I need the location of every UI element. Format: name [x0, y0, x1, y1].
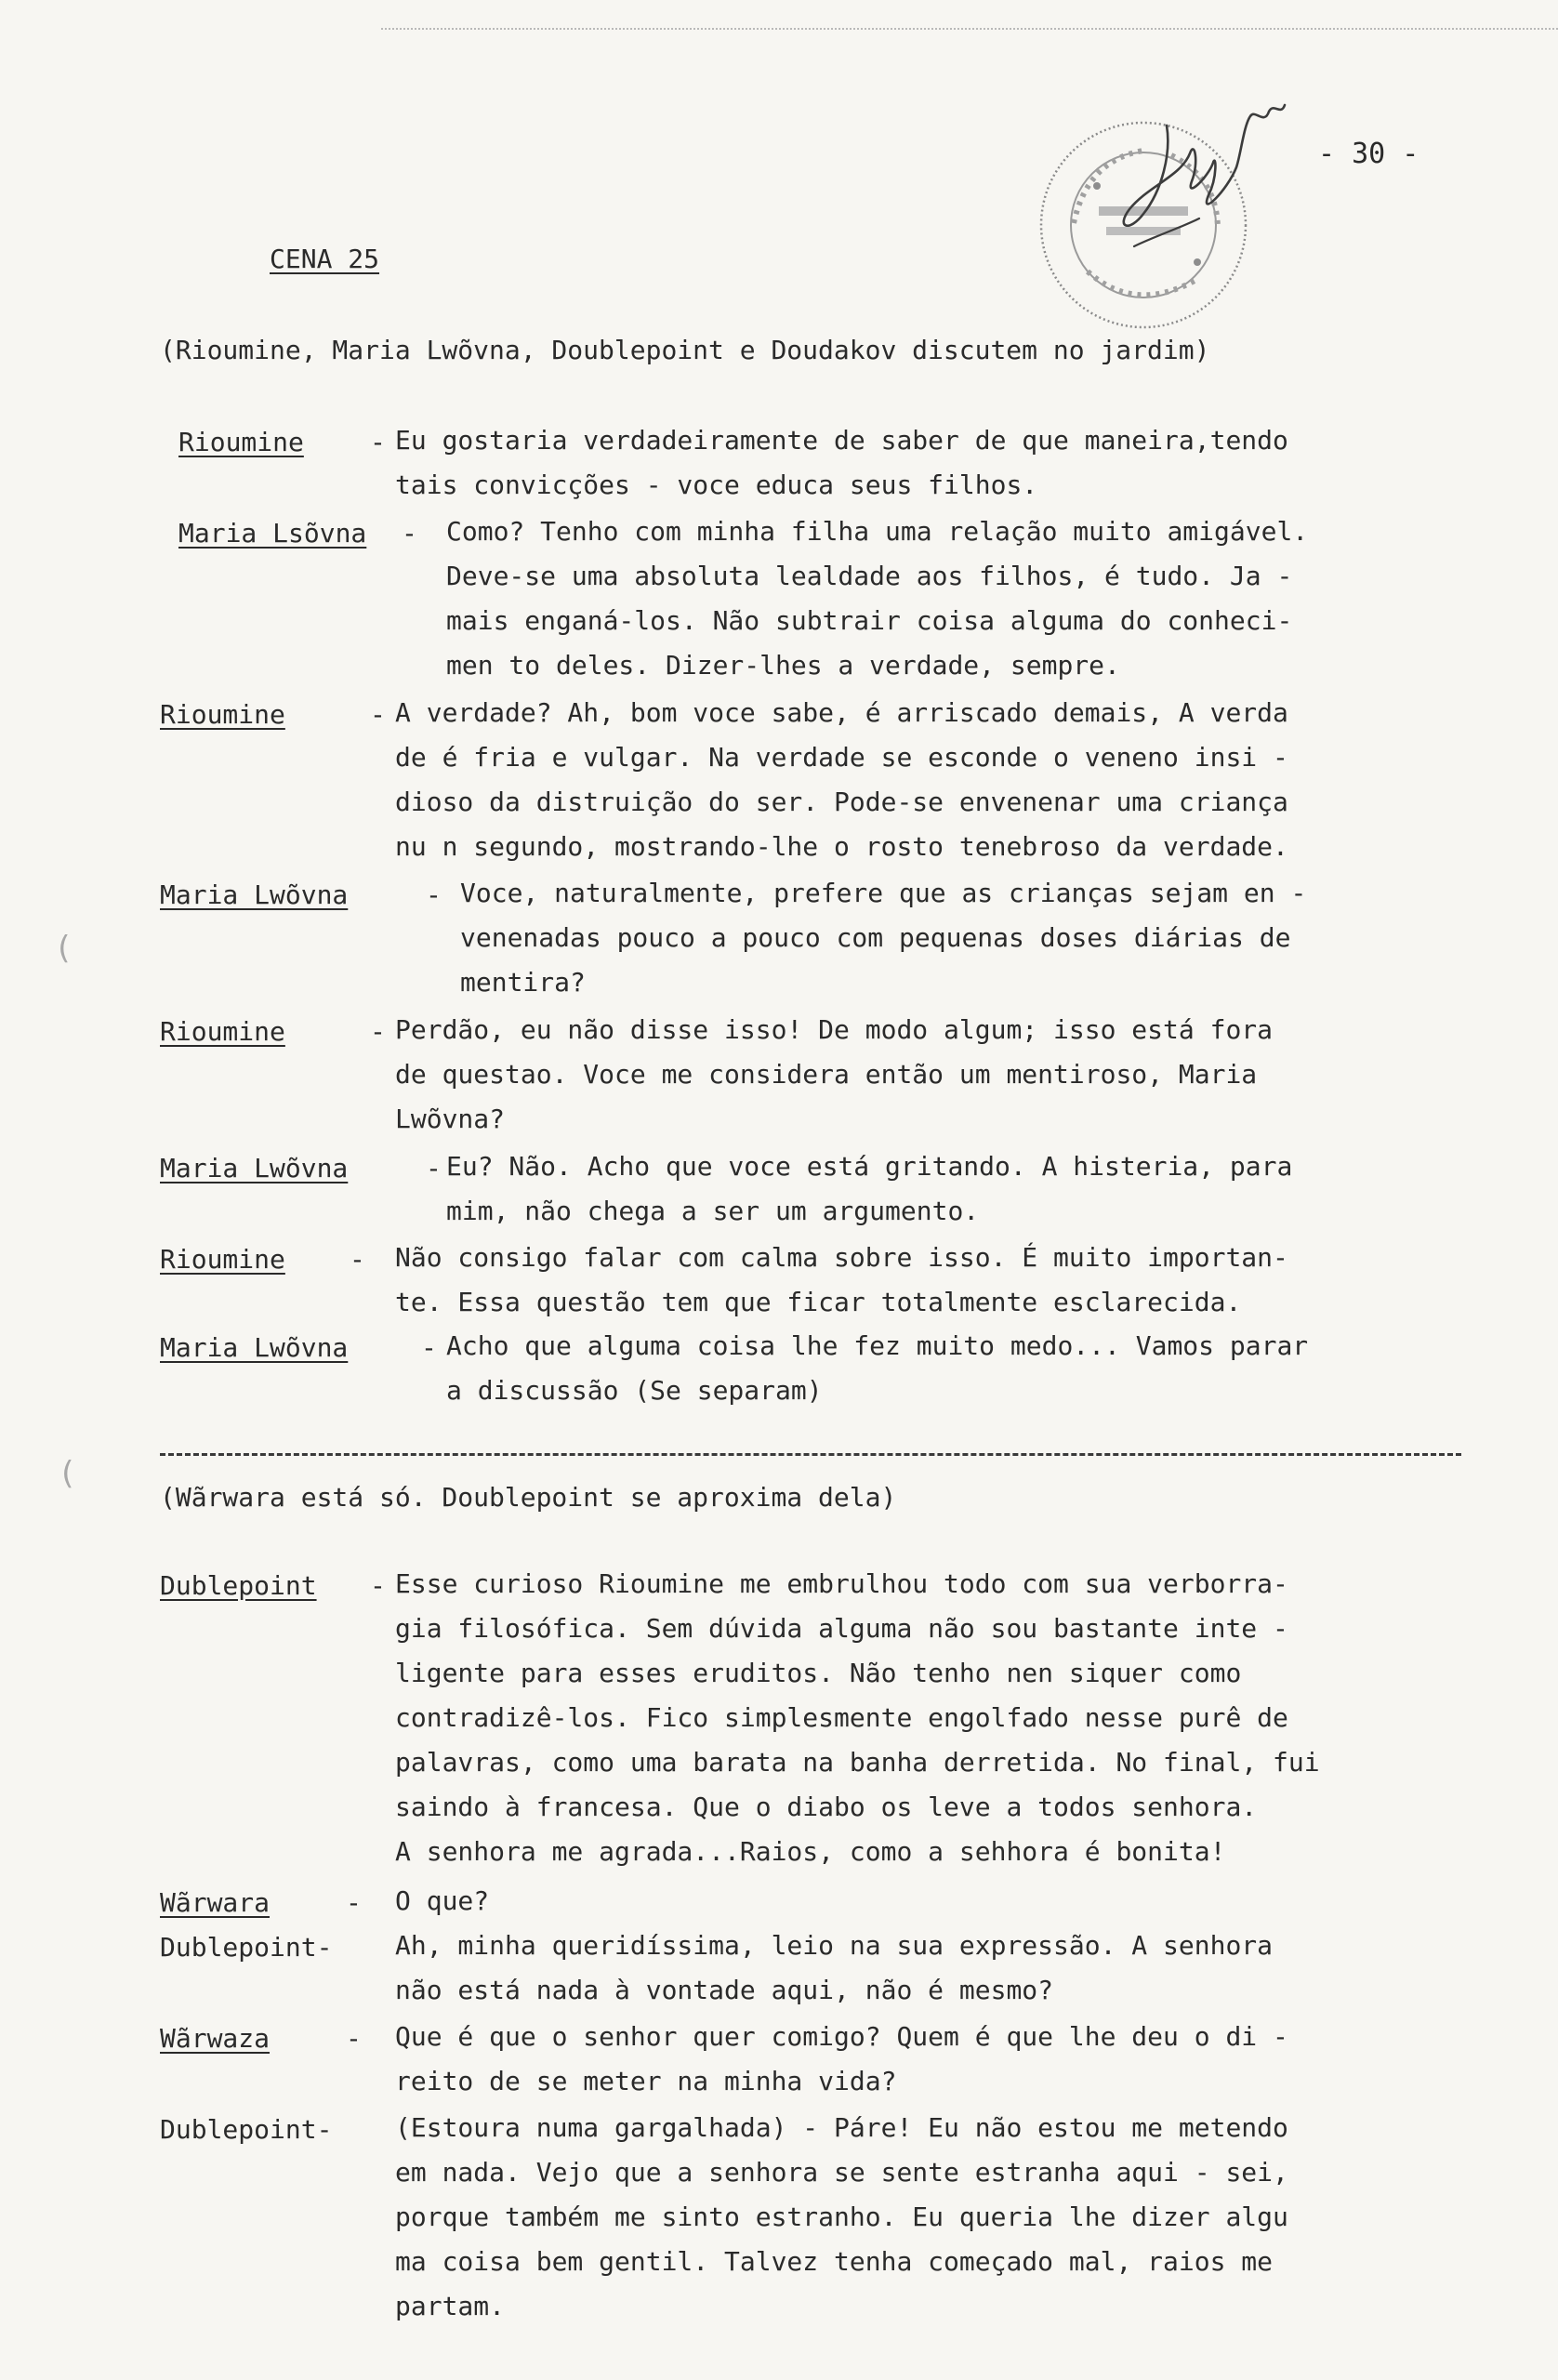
- speech-text: Eu gostaria verdadeiramente de saber de que maneira,tendo tais convicções - voce educa seus filhos.: [395, 425, 1288, 500]
- speech-text: Não consigo falar com calma sobre isso. É muito importan- te. Essa questão tem que ficar totalmente esclarecida.: [395, 1242, 1288, 1317]
- speech-text: (Estoura numa gargalhada) - Páre! Eu não estou me metendo em nada. Vejo que a senhora se sente estranha aqui - sei, porque também me sinto estranho. Eu queria lhe dizer algu ma coisa bem gentil. Talvez tenha começado mal, raios me partam.: [395, 2112, 1288, 2321]
- stage-direction-second: (Wãrwara está só. Doublepoint se aproxima dela): [160, 1482, 897, 1513]
- margin-scan-mark: (: [58, 1455, 77, 1492]
- speaker-label: Maria Lwõvna: [160, 879, 349, 910]
- speaker-label: Dublepoint: [160, 1570, 317, 1601]
- top-rule: [381, 28, 1558, 30]
- speaker-label: Rioumine: [160, 1016, 285, 1047]
- margin-scan-mark: (: [54, 930, 73, 967]
- dialogue-dash: -: [426, 1153, 442, 1183]
- dialogue-dash: -: [370, 427, 386, 457]
- speaker-label: Rioumine: [160, 1244, 285, 1275]
- speaker-label: Wãrwara: [160, 1887, 271, 1918]
- page-number: - 30 -: [1318, 138, 1419, 170]
- handwritten-signature-icon: [1078, 88, 1311, 274]
- speaker-label: Dublepoint-: [160, 1932, 333, 1963]
- speech-text: Ah, minha queridíssima, leio na sua expressão. A senhora não está nada à vontade aqui, não é mesmo?: [395, 1930, 1274, 2005]
- speech-text: Acho que alguma coisa lhe fez muito medo... Vamos parar a discussão (Se separam): [446, 1330, 1309, 1406]
- dialogue-dash: -: [402, 518, 417, 549]
- stage-direction-opening: (Rioumine, Maria Lwõvna, Doublepoint e Doudakov discutem no jardim): [160, 335, 1210, 365]
- speech-text: O que?: [395, 1885, 490, 1916]
- dialogue-dash: -: [350, 1244, 365, 1275]
- scene-separator: [160, 1453, 1461, 1456]
- dialogue-dash: -: [421, 1332, 437, 1363]
- speech-text: Eu? Não. Acho que voce está gritando. A histeria, para mim, não chega a ser um argumento.: [446, 1151, 1293, 1226]
- speech-text: Perdão, eu não disse isso! De modo algum; isso está fora de questao. Voce me considera então um mentiroso, Maria Lwõvna?: [395, 1014, 1274, 1134]
- speaker-label: Maria Lwõvna: [160, 1153, 349, 1183]
- speaker-label: Wãrwaza: [160, 2023, 271, 2054]
- speaker-label: Rioumine: [160, 699, 285, 730]
- speaker-label: Maria Lwõvna: [160, 1332, 349, 1363]
- dialogue-dash: -: [346, 1887, 362, 1918]
- dialogue-dash: -: [426, 879, 442, 910]
- speech-text: Que é que o senhor quer comigo? Quem é que lhe deu o di - reito de se meter na minha vida?: [395, 2021, 1288, 2096]
- dialogue-dash: -: [370, 699, 386, 730]
- speaker-label: Rioumine: [178, 427, 304, 457]
- speech-text: Voce, naturalmente, prefere que as crianças sejam en - venenadas pouco a pouco com pequenas doses diárias de mentira?: [460, 878, 1307, 998]
- speaker-label: Maria Lsõvna: [178, 518, 367, 549]
- dialogue-dash: -: [370, 1016, 386, 1047]
- speech-text: A verdade? Ah, bom voce sabe, é arriscado demais, A verda de é fria e vulgar. Na verdade se esconde o veneno insi - dioso da distruição do ser. Pode-se envenenar uma criança nu n segundo, mostrando-lhe o rosto tenebroso da verdade.: [395, 697, 1288, 862]
- speech-text: Esse curioso Rioumine me embrulhou todo com sua verborra- gia filosófica. Sem dúvida alguma não sou bastante inte - ligente para esses eruditos. Não tenho nen siquer como contradizê-los. Fico simplesmente engolfado nesse purê de palavras, como uma barata na banha derretida. No final, fui saindo à francesa. Que o diabo os leve a todos senhora. A senhora me agrada...Raios, como a sehhora é bonita!: [395, 1568, 1320, 1867]
- speaker-label: Dublepoint-: [160, 2114, 333, 2145]
- speech-text: Como? Tenho com minha filha uma relação muito amigável. Deve-se uma absoluta lealdade aos filhos, é tudo. Ja - mais enganá-los. Não subtrair coisa alguma do conheci- men to deles. Dizer-lhes a verdade, sempre.: [446, 516, 1309, 681]
- scene-title: CENA 25: [270, 244, 380, 274]
- dialogue-dash: -: [346, 2023, 362, 2054]
- dialogue-dash: -: [370, 1570, 386, 1601]
